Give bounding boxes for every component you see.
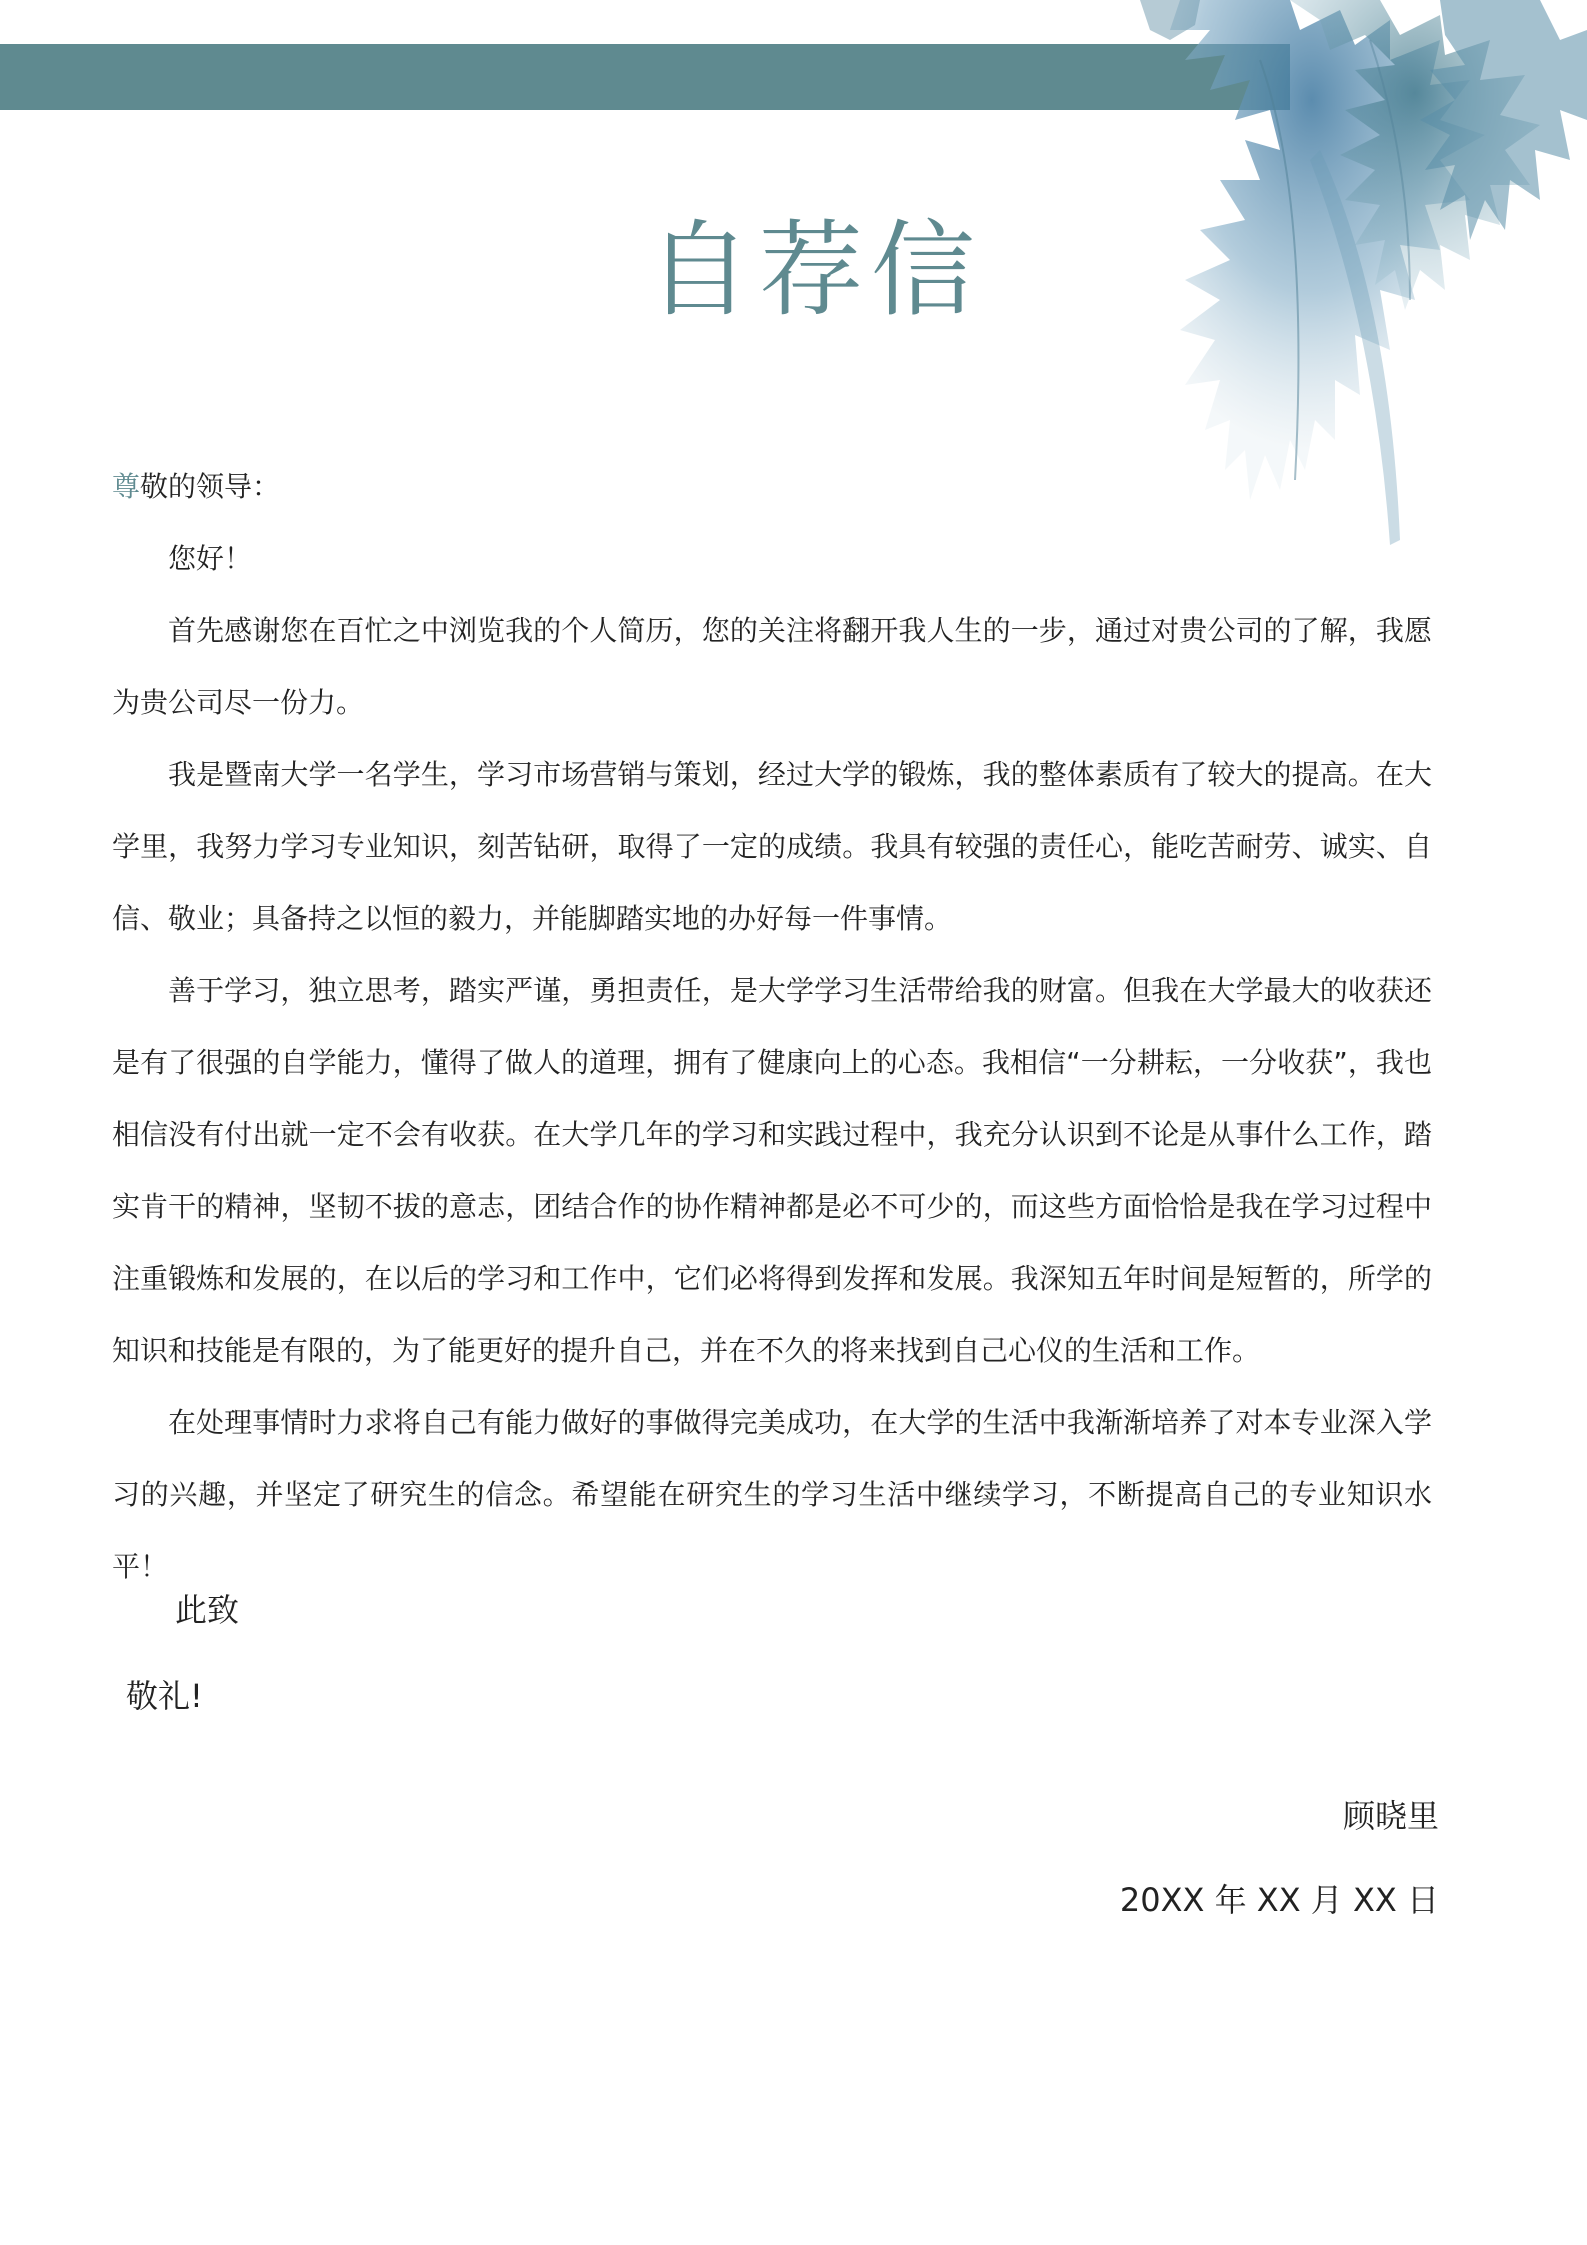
signature-name: 顾晓里 <box>1342 1797 1439 1835</box>
header-band <box>0 44 1290 110</box>
salutation-first-char: 尊 <box>112 470 141 503</box>
body-paragraph: 善于学习，独立思考，踏实严谨，勇担责任，是大学学习生活带给我的财富。但我在大学最大的收获还是有了很强的自学能力，懂得了做人的道理，拥有了健康向上的心态。我相信“一分耕耘，一分收获”，我也相信没有付出就一定不会有收获。在大学几年的学习和实践过程中，我充分认识到不论是从事什么工作，踏实肯干的精神，坚韧不拔的意志，团结合作的协作精神都是必不可少的，而这些方面恰恰是我在学习过程中注重锻炼和发展的，在以后的学习和工作中，它们必将得到发挥和发展。我深知五年时间是短暂的，所学的知识和技能是有限的，为了能更好的提升自己，并在不久的将来找到自己心仪的生活和工作。 <box>112 974 1432 1367</box>
body-paragraph: 在处理事情时力求将自己有能力做好的事做得完美成功，在大学的生活中我渐渐培养了对本专业深入学习的兴趣，并坚定了研究生的信念。希望能在研究生的学习生活中继续学习，不断提高自己的专业知识水平！ <box>112 1406 1432 1583</box>
salutation <box>112 451 1432 523</box>
greeting-paragraph: 您好！ <box>168 542 253 575</box>
salutation-rest: 敬的领导： <box>140 470 281 503</box>
closing-line-1: 此致 <box>175 1591 240 1629</box>
body-paragraph: 我是暨南大学一名学生，学习市场营销与策划，经过大学的锻炼，我的整体素质有了较大的提高。在大学里，我努力学习专业知识，刻苦钻研，取得了一定的成绩。我具有较强的责任心，能吃苦耐劳、诚实、自信、敬业；具备持之以恒的毅力，并能脚踏实地的办好每一件事情。 <box>112 758 1432 935</box>
signature-date: 20XX 年 XX 月 XX 日 <box>1119 1881 1439 1919</box>
letter-body <box>112 451 1432 1603</box>
page-title: 自荐信 <box>646 209 983 331</box>
closing-line-2: 敬礼! <box>126 1677 203 1715</box>
body-paragraph: 首先感谢您在百忙之中浏览我的个人简历，您的关注将翻开我人生的一步，通过对贵公司的了解，我愿为贵公司尽一份力。 <box>112 614 1432 719</box>
